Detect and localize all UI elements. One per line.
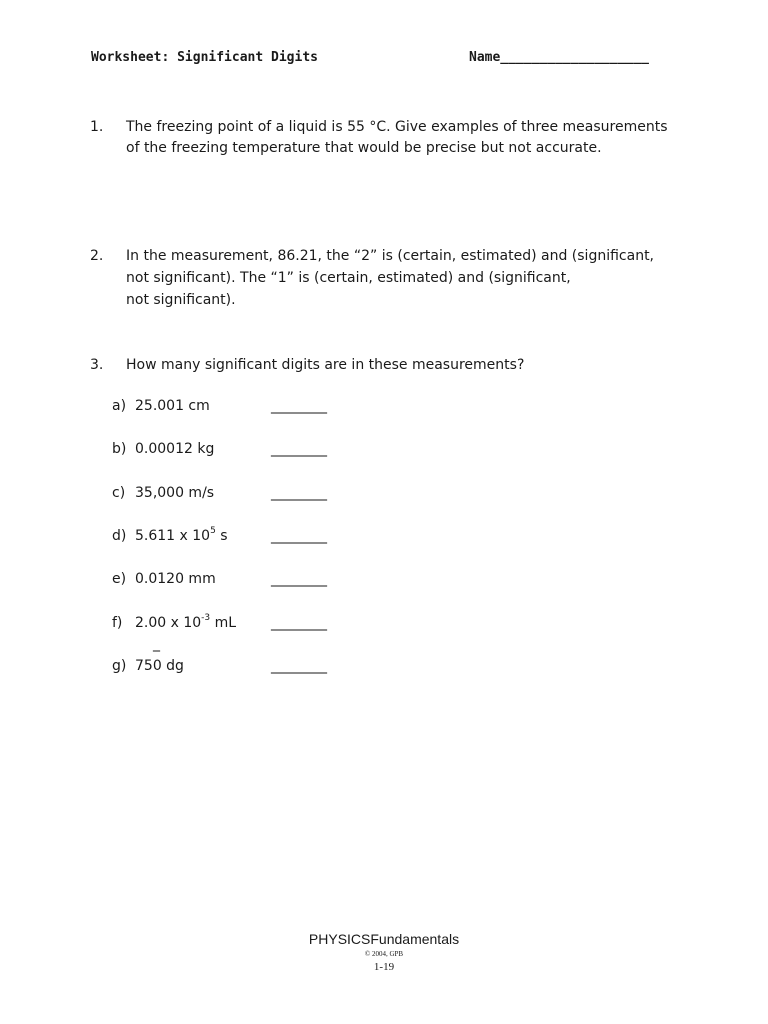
item-d-answer-blank[interactable]: ________ <box>271 528 327 544</box>
question-1-line-1: The freezing point of a liquid is 55 °C. Give examples of three measurements <box>126 119 668 135</box>
item-a-answer-blank[interactable]: ________ <box>271 398 327 414</box>
worksheet-title: Worksheet: Significant Digits <box>91 50 318 65</box>
item-f-answer-blank[interactable]: ________ <box>271 615 327 631</box>
item-d-mantissa: 5.611 x 10 <box>135 528 211 544</box>
question-3-line-1: How many significant digits are in these measurements? <box>126 357 525 373</box>
item-c-value: 35,000 m/s <box>135 485 215 501</box>
item-d-value <box>135 528 228 544</box>
item-f-label: f) <box>112 615 123 631</box>
item-a-value: 25.001 cm <box>135 398 210 414</box>
item-c-answer-blank[interactable]: ________ <box>271 485 327 501</box>
question-3-number: 3. <box>90 357 104 373</box>
item-f-mantissa: 2.00 x 10 <box>135 615 202 631</box>
item-g-overbar: _ <box>153 636 160 652</box>
name-field: Name___________________ <box>469 50 650 65</box>
footer-copyright: © 2004, GPB <box>364 950 404 958</box>
item-e-answer-blank[interactable]: ________ <box>271 571 327 587</box>
item-d-exponent: 5 <box>210 526 216 536</box>
question-1-line-2: of the freezing temperature that would be precise but not accurate. <box>126 140 602 156</box>
item-d-label: d) <box>112 528 127 544</box>
item-g-label: g) <box>112 658 127 674</box>
question-2-line-2: not significant). The “1” is (certain, estimated) and (significant, <box>126 270 571 286</box>
item-g-value: 750 dg <box>135 658 184 674</box>
item-f-exponent: -3 <box>201 613 211 623</box>
item-e-value: 0.0120 mm <box>135 571 216 587</box>
item-d-unit: s <box>215 528 228 544</box>
item-f-unit: mL <box>210 615 237 631</box>
item-b-label: b) <box>112 441 127 457</box>
item-e-label: e) <box>112 571 127 587</box>
item-c-label: c) <box>112 485 126 501</box>
question-2-line-3: not significant). <box>126 292 236 308</box>
question-1-number: 1. <box>90 119 104 135</box>
item-f-value <box>135 615 236 631</box>
footer-publication-title: PHYSICSFundamentals <box>308 931 460 947</box>
item-b-answer-blank[interactable]: ________ <box>271 441 327 457</box>
item-b-value: 0.00012 kg <box>135 441 215 457</box>
footer-page-number: 1-19 <box>373 961 395 973</box>
item-g-answer-blank[interactable]: ________ <box>271 658 327 674</box>
item-a-label: a) <box>112 398 127 414</box>
question-2-number: 2. <box>90 248 104 264</box>
question-2-line-1: In the measurement, 86.21, the “2” is (certain, estimated) and (significant, <box>126 248 655 264</box>
